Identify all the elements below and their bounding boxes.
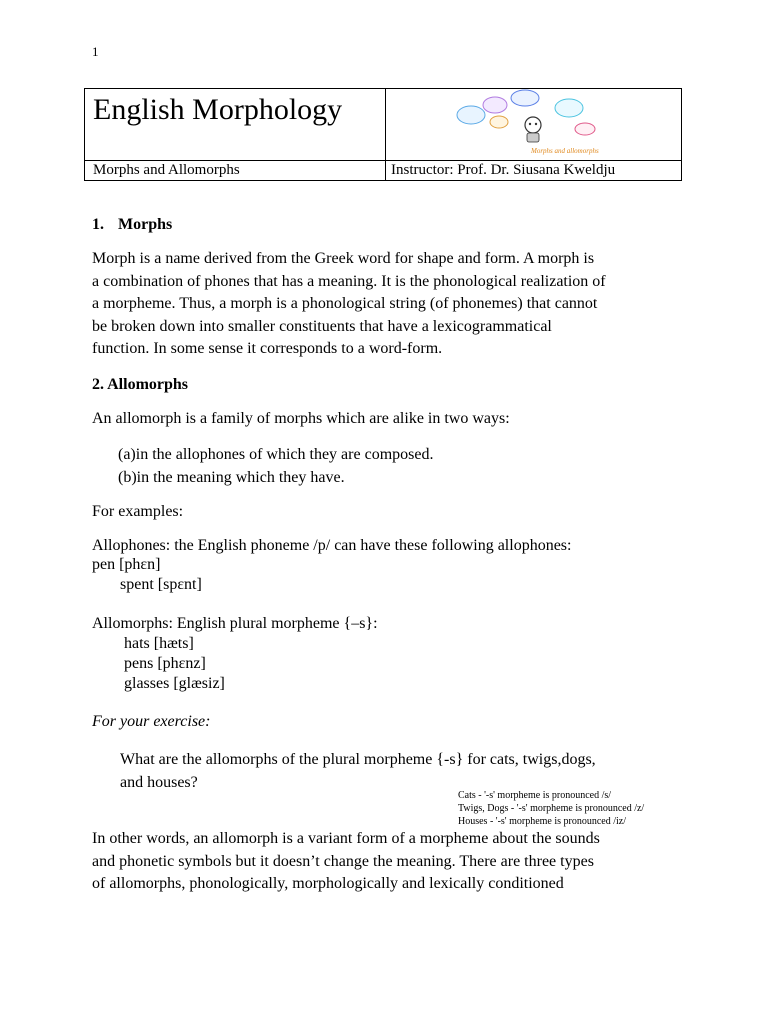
paragraph-line: In other words, an allomorph is a variant form of a morpheme about the sounds <box>92 830 600 847</box>
logo-caption: Morphs and allomorphs <box>531 147 599 155</box>
morphs-allomorphs-logo-icon <box>437 89 627 157</box>
section2-intro: An allomorph is a family of morphs which are alike in two ways: <box>92 410 510 427</box>
table-divider-horizontal <box>85 160 681 161</box>
exercise-question: What are the allomorphs of the plural morpheme {-s} for cats, twigs,dogs, and houses? <box>120 751 596 791</box>
allophone-example: pen [phɛn] <box>92 556 161 573</box>
answer-line: Houses - '-s' morpheme is pronounced /iz/ <box>458 816 627 827</box>
section1-paragraph <box>92 248 692 361</box>
exercise-label: For your exercise: <box>92 713 211 730</box>
allomorph-example: pens [phɛnz] <box>124 655 206 672</box>
list-item: (b)in the meaning which they have. <box>118 468 345 486</box>
allomorphs-line: Allomorphs: English plural morpheme {–s}: <box>92 615 378 632</box>
table-divider-vertical <box>385 89 386 180</box>
allophone-example: spent [spɛnt] <box>120 576 202 593</box>
allomorph-example: glasses [glæsiz] <box>124 675 225 692</box>
paragraph-line: and phonetic symbols but it doesn’t change the meaning. There are three types <box>92 852 594 870</box>
section1-number: 1. <box>92 216 104 233</box>
list-item: (a)in the allophones of which they are composed. <box>118 446 434 463</box>
paragraph-line: function. In some sense it corresponds to a word-form. <box>92 340 443 357</box>
examples-label: For examples: <box>92 503 184 520</box>
topic-label: Morphs and Allomorphs <box>93 162 240 178</box>
criteria-list <box>118 444 433 489</box>
exercise-answers <box>458 789 644 828</box>
instructor-label: Instructor: Prof. Dr. Siusana Kweldju <box>391 162 616 178</box>
answer-line: Twigs, Dogs - '-s' morpheme is pronounced /z/ <box>458 803 645 814</box>
section2-heading: 2. Allomorphs <box>92 376 189 393</box>
paragraph-line: of allomorphs, phonologically, morphologically and lexically conditioned <box>92 875 564 892</box>
closing-paragraph <box>92 828 692 896</box>
allophones-line: Allophones: the English phoneme /p/ can have these following allophones: <box>92 537 572 554</box>
answer-line: Cats - '-s' morpheme is pronounced /s/ <box>458 790 612 801</box>
header-table <box>84 88 682 181</box>
document-title: English Morphology <box>93 93 343 126</box>
paragraph-line: Morph is a name derived from the Greek word for shape and form. A morph is <box>92 250 595 267</box>
paragraph-line: a morpheme. Thus, a morph is a phonological string (of phonemes) that cannot <box>92 295 598 312</box>
paragraph-line: be broken down into smaller constituents that have a lexicogrammatical <box>92 317 552 335</box>
section1-heading <box>92 216 172 234</box>
page-number: 1 <box>92 44 99 59</box>
allomorph-example: hats [hæts] <box>124 635 194 652</box>
paragraph-line: a combination of phones that has a meaning. It is the phonological realization of <box>92 272 606 290</box>
section1-title: Morphs <box>118 216 173 233</box>
